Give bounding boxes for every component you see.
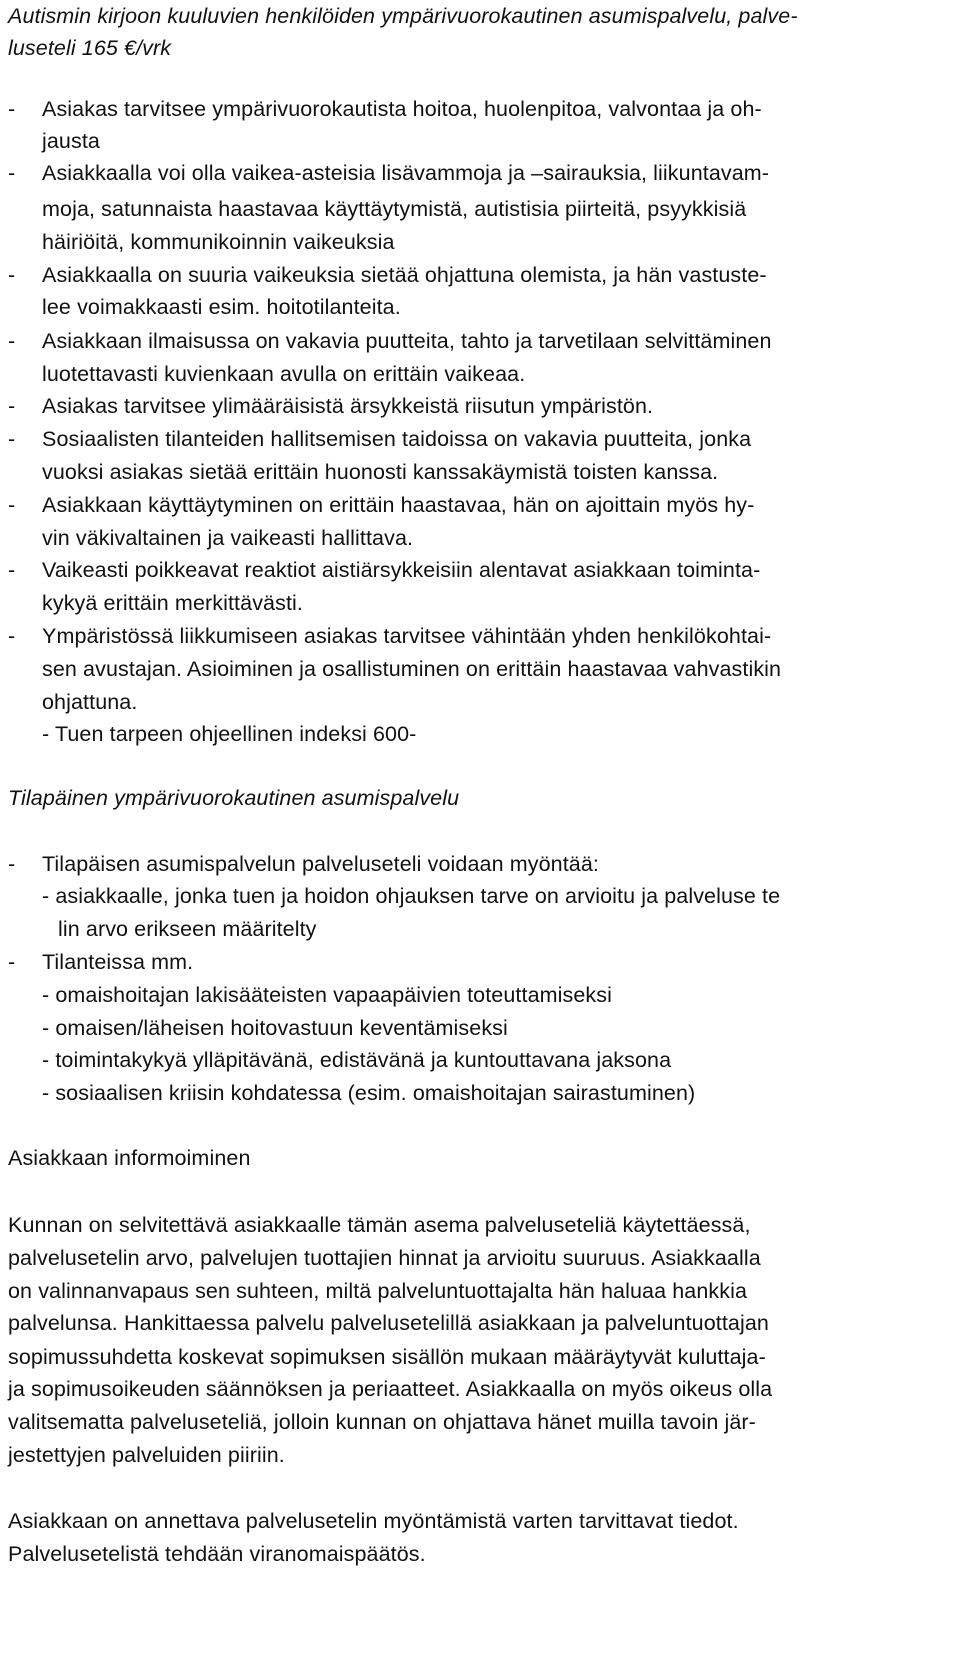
list-bullet: -	[8, 394, 16, 418]
list-item: Asiakkaan ilmaisussa on vakavia puutteita, tahto ja tarvetilaan selvittäminen	[42, 329, 772, 353]
list-bullet: -	[8, 263, 16, 287]
paragraph-line: Asiakkaan on annettava palvelusetelin myöntämistä varten tarvittavat tiedot.	[8, 1509, 739, 1533]
support-index: - Tuen tarpeen ohjeellinen indeksi 600-	[42, 722, 417, 746]
list-item-cont: häiriöitä, kommunikoinnin vaikeuksia	[42, 230, 395, 254]
paragraph-line: valitsematta palveluseteliä, jolloin kunnan on ohjattava hänet muilla tavoin jär-	[8, 1410, 756, 1434]
list-item-cont: lee voimakkaasti esim. hoitotilanteita.	[42, 295, 401, 319]
list-item-cont: kykyä erittäin merkittävästi.	[42, 591, 303, 615]
list-bullet: -	[8, 950, 16, 974]
sub-item: - omaisen/läheisen hoitovastuun keventämiseksi	[42, 1016, 508, 1040]
list-item: Sosiaalisten tilanteiden hallitsemisen taidoissa on vakavia puutteita, jonka	[42, 427, 752, 451]
list-bullet: -	[8, 161, 16, 185]
list-bullet: -	[8, 493, 16, 517]
paragraph-line: palvelusetelin arvo, palvelujen tuottajien hinnat ja arvioitu suuruus. Asiakkaalla	[8, 1246, 761, 1270]
list-item-cont: vin väkivaltainen ja vaikeasti hallittava.	[42, 526, 414, 550]
list-item: Vaikeasti poikkeavat reaktiot aistiärsykkeisiin alentavat asiakkaan toiminta-	[42, 558, 761, 582]
list-item-cont: luotettavasti kuvienkaan avulla on erittäin vaikeaa.	[42, 362, 526, 386]
list-item: Asiakkaalla voi olla vaikea-asteisia lisävammoja ja –sairauksia, liikuntavam-	[42, 161, 770, 185]
list-bullet: -	[8, 97, 16, 121]
list-bullet: -	[8, 427, 16, 451]
paragraph-line: sopimussuhdetta koskevat sopimuksen sisällön mukaan määräytyvät kuluttaja-	[8, 1345, 766, 1369]
list-bullet: -	[8, 852, 16, 876]
list-item-cont: moja, satunnaista haastavaa käyttäytymistä, autistisia piirteitä, psyykkisiä	[42, 197, 747, 221]
paragraph-line: palvelunsa. Hankittaessa palvelu palvelusetelillä asiakkaan ja palveluntuottajan	[8, 1311, 769, 1335]
sub-item: - omaishoitajan lakisääteisten vapaapäivien toteuttamiseksi	[42, 983, 612, 1007]
list-item-cont: jausta	[42, 129, 100, 153]
list-item: Tilapäisen asumispalvelun palveluseteli voidaan myöntää:	[42, 852, 599, 876]
sub-item: - asiakkaalle, jonka tuen ja hoidon ohjauksen tarve on arvioitu ja palveluse te	[42, 884, 781, 908]
list-item-cont: sen avustajan. Asioiminen ja osallistuminen on erittäin haastavaa vahvastikin	[42, 657, 782, 681]
list-item: Ympäristössä liikkumiseen asiakas tarvitsee vähintään yhden henkilökohtai-	[42, 624, 772, 648]
list-bullet: -	[8, 558, 16, 582]
section3-title: Asiakkaan informoiminen	[8, 1146, 251, 1170]
paragraph-line: Palvelusetelistä tehdään viranomaispäätös.	[8, 1542, 426, 1566]
list-bullet: -	[8, 624, 16, 648]
list-item: Asiakkaalla on suuria vaikeuksia sietää ohjattuna olemista, ja hän vastuste-	[42, 263, 767, 287]
section2-title: Tilapäinen ympärivuorokautinen asumispalvelu	[8, 786, 460, 810]
sub-item: - sosiaalisen kriisin kohdatessa (esim. omaishoitajan sairastuminen)	[42, 1081, 696, 1105]
paragraph-line: jestettyjen palveluiden piiriin.	[8, 1443, 285, 1467]
list-item: Asiakkaan käyttäytyminen on erittäin haastavaa, hän on ajoittain myös hy-	[42, 493, 755, 517]
paragraph-line: on valinnanvapaus sen suhteen, miltä palveluntuottajalta hän haluaa hankkia	[8, 1279, 748, 1303]
sub-item: - toimintakykyä ylläpitävänä, edistävänä ja kuntouttavana jaksona	[42, 1048, 672, 1072]
list-bullet: -	[8, 329, 16, 353]
list-item-cont: vuoksi asiakas sietää erittäin huonosti kanssakäymistä toisten kanssa.	[42, 460, 719, 484]
section1-title-line: luseteli 165 €/vrk	[8, 36, 172, 60]
list-item: Asiakas tarvitsee ylimääräisistä ärsykkeistä riisutun ympäristön.	[42, 394, 654, 418]
sub-item-cont: lin arvo erikseen määritelty	[58, 917, 317, 941]
list-item: Tilanteissa mm.	[42, 950, 194, 974]
list-item-cont: ohjattuna.	[42, 690, 138, 714]
section1-title-line: Autismin kirjoon kuuluvien henkilöiden ympärivuorokautinen asumispalvelu, palve-	[8, 4, 798, 28]
paragraph-line: Kunnan on selvitettävä asiakkaalle tämän asema palveluseteliä käytettäessä,	[8, 1213, 751, 1237]
paragraph-line: ja sopimusoikeuden säännöksen ja periaatteet. Asiakkaalla on myös oikeus olla	[8, 1377, 773, 1401]
list-item: Asiakas tarvitsee ympärivuorokautista hoitoa, huolenpitoa, valvontaa ja oh-	[42, 97, 762, 121]
